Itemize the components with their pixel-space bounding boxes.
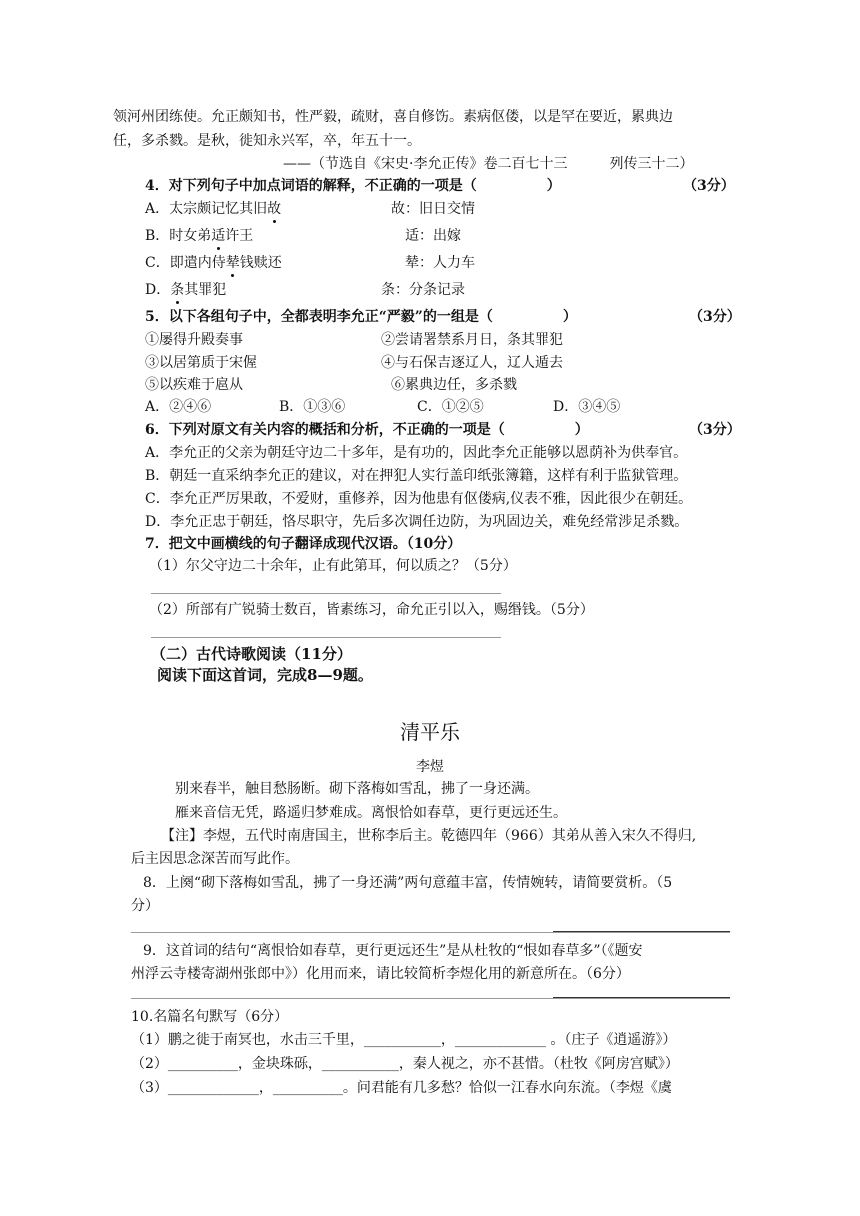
answer-line	[151, 637, 501, 638]
q4-score: （3分）	[683, 178, 735, 194]
q10-title: 10.名篇名句默写（6分）	[131, 1009, 289, 1025]
passage-line-1: 领河州团练使。允正颇知书，性严毅，疏财，喜自修饬。素病伛偻，以是罕在要近，累典边	[113, 109, 673, 125]
q4-gloss-a: 故：旧日交情	[391, 201, 475, 217]
q10-line-1: （1）鹏之徙于南冥也，水击三千里，___________，_____________ 。（庄子《逍遥游》）	[131, 1032, 677, 1048]
section-heading: （二）古代诗歌阅读（11分）	[151, 645, 352, 663]
q5-choice-a: A．②④⑥	[145, 399, 212, 415]
answer-line	[151, 593, 501, 594]
answer-line	[131, 932, 730, 933]
q5-item-2: ②尝请署禁系月日，条其罪犯	[381, 332, 563, 348]
q4-option-b: B．时女弟适许王	[145, 228, 254, 244]
answer-line	[553, 997, 730, 998]
q8-line-2: 分）	[131, 898, 159, 914]
q4-stem: 4．对下列句子中加点词语的解释，不正确的一项是（ ）	[145, 178, 561, 194]
poem-note-line-2: 后主因思念深苦而写此作。	[131, 851, 299, 867]
q7-sentence-1: （1）尔父守边二十余年，止有此第耳，何以质之？（5分）	[149, 558, 517, 574]
q5-item-5: ⑤以疾难于扈从	[145, 377, 243, 393]
q7-stem: 7．把文中画横线的句子翻译成现代汉语。（10分）	[145, 536, 462, 552]
passage-source: ——（节选自《宋史·李允正传》卷二百七十三 列传三十二）	[283, 156, 694, 172]
q7-sentence-2: （2）所部有广锐骑士数百，皆素练习，命允正引以入，赐缗钱。（5分）	[149, 602, 594, 618]
poem-line-2: 雁来音信无凭，路遥归梦难成。离恨恰如春草，更行更远还生。	[175, 805, 567, 821]
emphasis-dot-word: 适	[211, 228, 226, 244]
q5-choice-b: B．①③⑥	[279, 399, 346, 415]
q9-line-2: 州浮云寺楼寄湖州张郎中》）化用而来，请比较简析李煜化用的新意所在。（6分）	[131, 966, 630, 982]
q9-line-1: 9．这首词的结句“离恨恰如春草，更行更远还生”是从杜牧的“恨如春草多”（《题安	[143, 943, 643, 959]
q8-line-1: 8．上阕“砌下落梅如雪乱，拂了一身还满”两句意蕴丰富，传情婉转，请简要赏析。（5	[143, 875, 673, 891]
answer-line	[131, 998, 730, 999]
q10-line-2: （2）__________，金块珠砾，___________，秦人视之，亦不甚惜。（杜牧《阿房宫赋》）	[131, 1056, 679, 1072]
q5-choice-d: D．③④⑤	[553, 399, 621, 415]
q5-item-3: ③以居第质于宋偓	[145, 355, 257, 371]
q5-choice-c: C．①②⑤	[417, 399, 484, 415]
poem-note-line-1: 【注】李煜，五代时南唐国主，世称李后主。乾德四年（966）其弟从善入宋久不得归,	[161, 828, 697, 844]
q6-score: （3分）	[689, 422, 741, 438]
poem-author: 李煜	[416, 759, 444, 775]
q5-item-4: ④与石保吉逐辽人，辽人遁去	[381, 355, 563, 371]
passage-line-2: 任，多杀戮。是秋，徙知永兴军，卒，年五十一。	[113, 133, 421, 149]
q4-option-c: C．即遣内侍辇钱赎还	[145, 255, 282, 271]
q6-option-a: A．李允正的父亲为朝廷守边二十多年，是有功的，因此李允正能够以恩荫补为供奉官。	[145, 445, 688, 461]
q4-option-a: A．太宗颇记忆其旧故	[145, 201, 282, 217]
emphasis-dot-word: 辇	[225, 255, 240, 271]
q4-gloss-c: 辇：人力车	[405, 255, 475, 271]
emphasis-dot-word: 故	[267, 201, 282, 217]
q4-gloss-d: 条：分条记录	[381, 282, 465, 298]
poem-line-1: 别来春半，触目愁肠断。砌下落梅如雪乱，拂了一身还满。	[175, 781, 539, 797]
q10-line-3: （3）_____________，__________。问君能有几多愁？恰似一江春水向东流。（李煜《虞	[131, 1080, 672, 1096]
q6-option-b: B．朝廷一直采纳李允正的建议，对在押犯人实行盖印纸张簿籍，这样有利于监狱管理。	[145, 468, 688, 484]
q6-option-c: C．李允正严厉果敢，不爱财，重修养，因为他患有伛偻病,仪表不雅，因此很少在朝廷。	[145, 491, 693, 507]
q5-item-6: ⑥累典边任，多杀戮	[391, 377, 517, 393]
emphasis-dot-word: 条	[170, 282, 185, 298]
q6-stem: 6．下列对原文有关内容的概括和分析，不正确的一项是（ ）	[145, 422, 589, 438]
q5-score: （3分）	[689, 309, 741, 325]
section-instruction: 阅读下面这首词，完成8—9题。	[157, 666, 373, 684]
q4-option-d: D．条其罪犯	[145, 282, 227, 298]
answer-line	[553, 931, 730, 932]
q5-stem: 5．以下各组句子中，全都表明李允正“严毅”的一组是（ ）	[145, 309, 577, 325]
q6-option-d: D．李允正忠于朝廷，恪尽职守，先后多次调任边防，为巩固边关，难免经常涉足杀戮。	[145, 514, 689, 530]
q4-gloss-b: 适：出嫁	[405, 228, 461, 244]
poem-title: 清平乐	[400, 720, 460, 744]
q5-item-1: ①屡得升殿奏事	[145, 332, 243, 348]
